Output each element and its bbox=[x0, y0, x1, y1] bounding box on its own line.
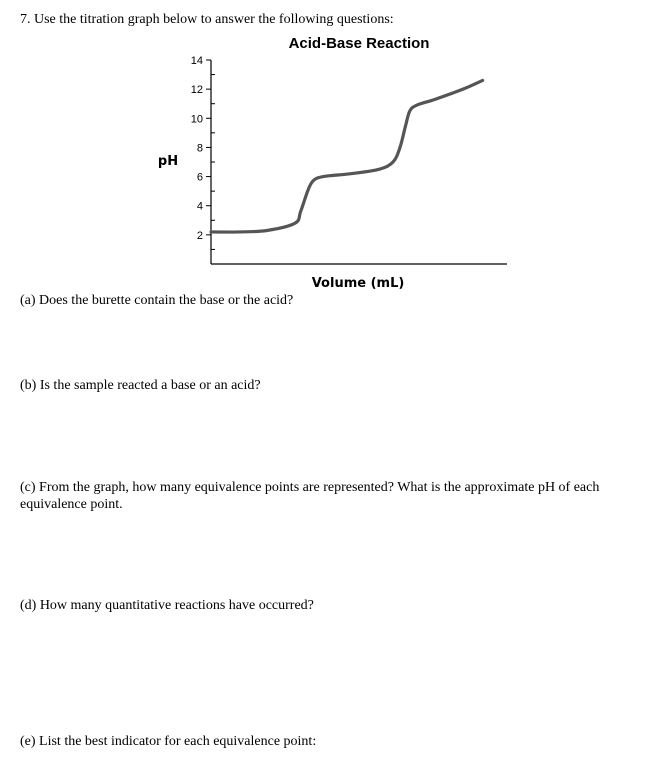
question-d: (d) How many quantitative reactions have occurred? bbox=[20, 598, 314, 613]
titration-curve-line bbox=[211, 80, 483, 232]
question-c: (c) From the graph, how many equivalence points are represented? What is the approximate pH of each equivalence point. bbox=[20, 480, 600, 512]
y-tick-label: 14 bbox=[190, 55, 203, 67]
series-group bbox=[211, 80, 483, 232]
chart-title: Acid-Base Reaction bbox=[288, 35, 430, 52]
y-tick-label: 2 bbox=[196, 229, 203, 242]
y-tick-label: 4 bbox=[196, 200, 203, 213]
y-tick-label: 12 bbox=[190, 84, 203, 97]
x-axis-label: Volume (mL) bbox=[311, 276, 405, 291]
y-tick-label: 6 bbox=[196, 171, 203, 184]
question-a: (a) Does the burette contain the base or the acid? bbox=[20, 293, 294, 308]
question-e: (e) List the best indicator for each equivalence point: bbox=[20, 734, 317, 749]
question-b: (b) Is the sample reacted a base or an acid? bbox=[20, 378, 261, 393]
y-tick-label: 10 bbox=[190, 113, 203, 126]
y-axis-label: pH bbox=[157, 154, 179, 169]
y-tick-label: 8 bbox=[196, 142, 203, 155]
question-title: 7. Use the titration graph below to answer the following questions: bbox=[20, 12, 394, 27]
